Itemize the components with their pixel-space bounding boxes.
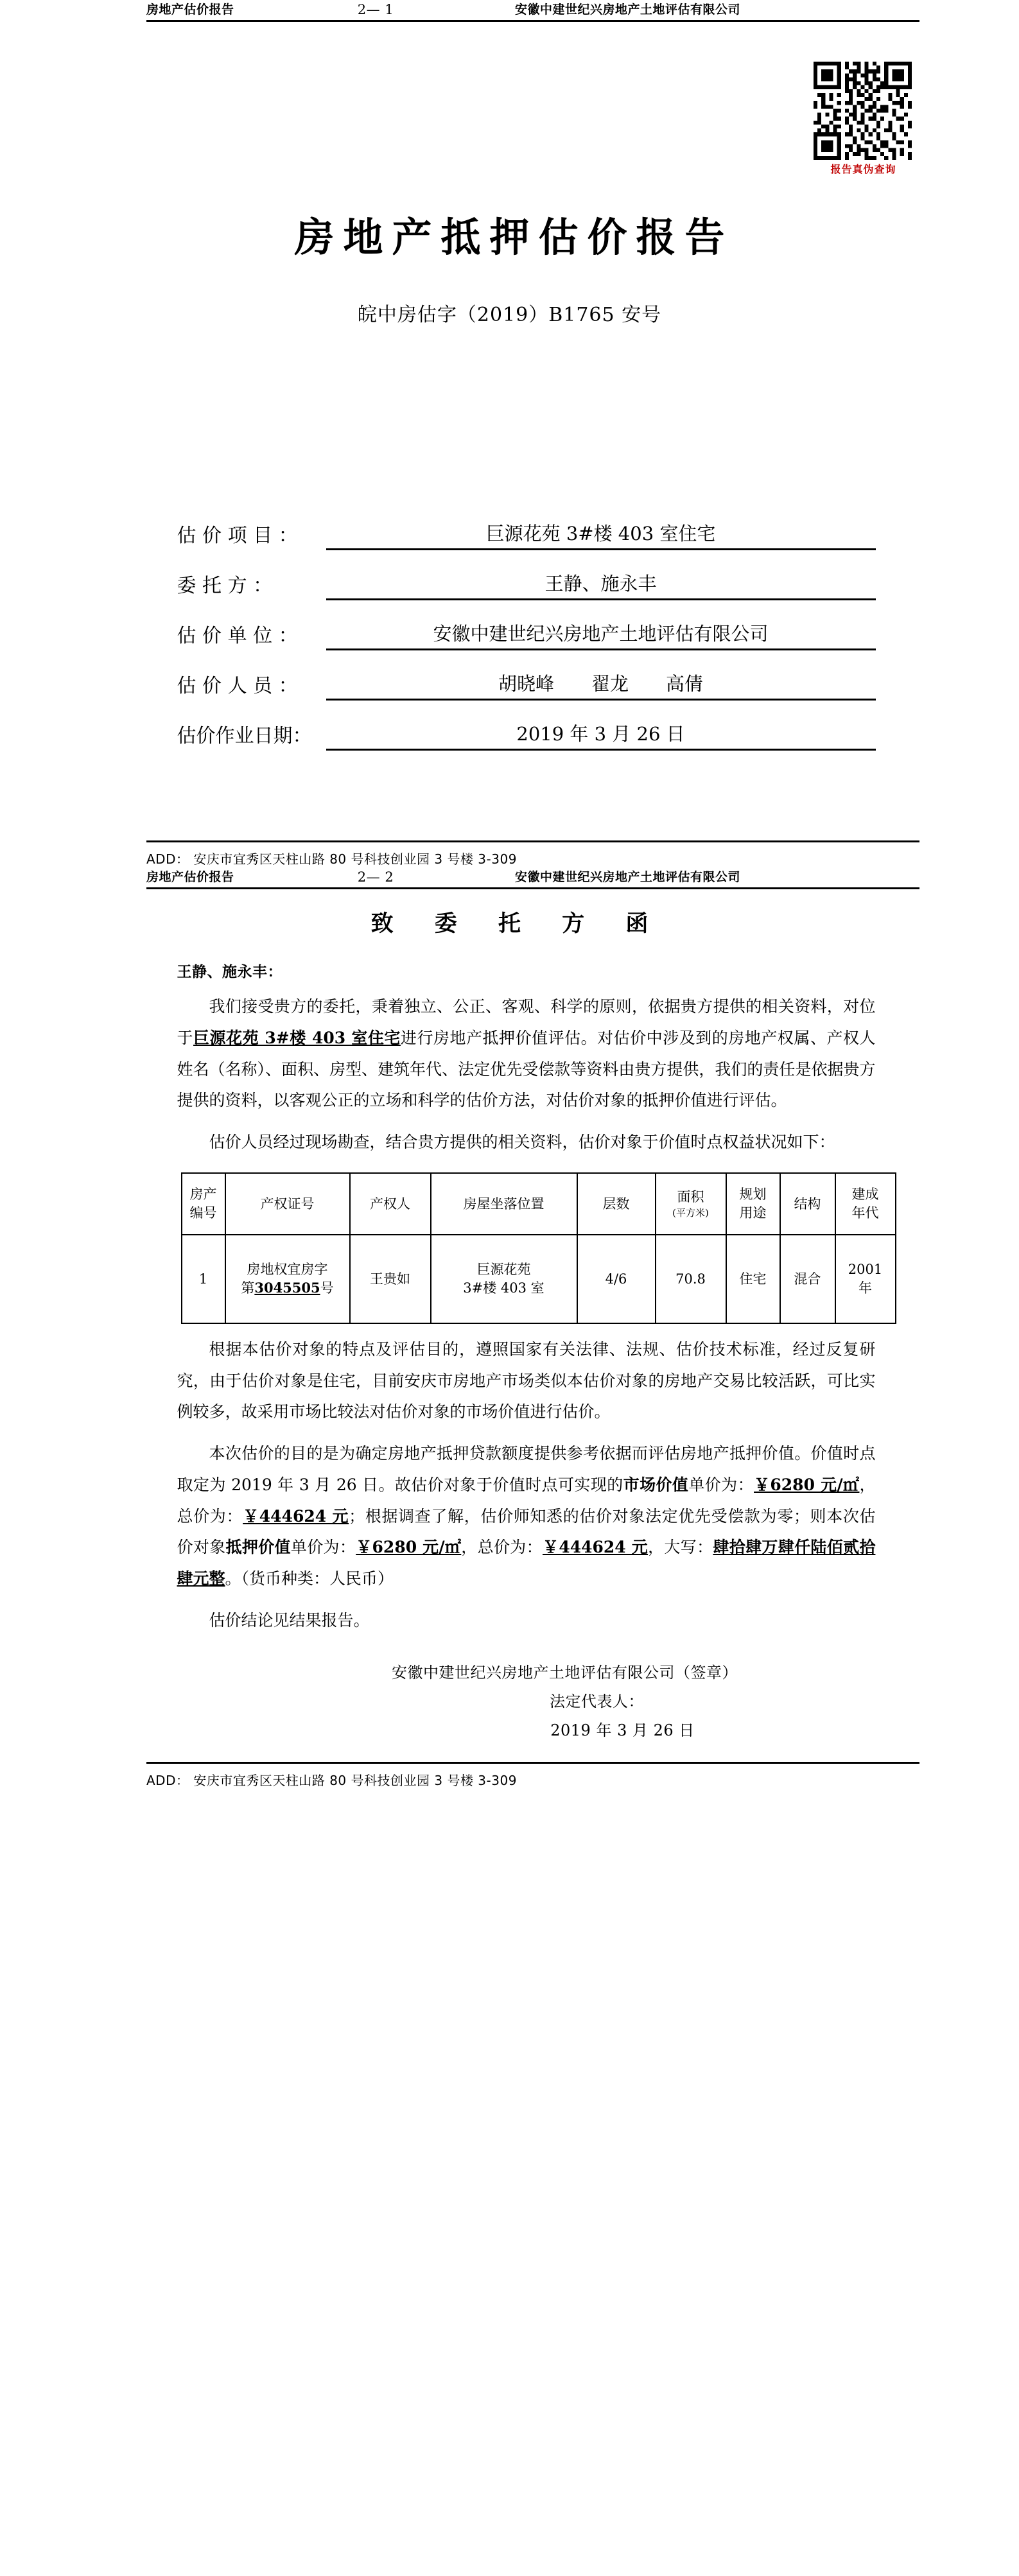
field-label-appraisal-firm: 估 价 单 位 ： <box>177 625 298 647</box>
field-label-work-date: 估价作业日期： <box>177 725 312 747</box>
property-table <box>181 1172 896 1324</box>
para4-text-a: 本次估价的目的是为确定房地产抵押贷款额度提供参考依据而评估房地产抵押价值。价值时点取定为 2019 年 3 月 26 日。故估价对象于价值时点可实现的 <box>177 1444 876 1494</box>
para4-unit-price: ￥6280 元/㎡ <box>753 1475 860 1494</box>
qr-caption: 报告真伪查询 <box>830 163 896 175</box>
table-header-cert-no: 产权证号 <box>225 1173 350 1235</box>
para4-text-b: 单价为： <box>688 1475 754 1494</box>
running-header-company-page2: 安徽中建世纪兴房地产土地评估有限公司 <box>515 870 741 884</box>
signature-legal-representative: 法定代表人： <box>550 1692 644 1710</box>
para4-text-h: 。（货币种类：人民币） <box>225 1569 394 1588</box>
field-row-project <box>177 519 876 550</box>
table-row <box>182 1235 896 1323</box>
header-line-1: 建成 <box>851 1187 879 1203</box>
letter-page <box>0 867 1019 1811</box>
location-line-1: 巨源花苑 <box>476 1262 531 1278</box>
signature-company: 安徽中建世纪兴房地产土地评估有限公司（签章） <box>392 1663 738 1682</box>
cert-prefix: 第 <box>241 1280 255 1296</box>
table-header-row <box>182 1173 896 1235</box>
field-label-appraisers: 估 价 人 员 ： <box>177 675 298 697</box>
qr-code-icon[interactable] <box>814 62 912 160</box>
page-number-page1: 2— 1 <box>357 2 394 17</box>
year-line-2: 年 <box>858 1280 872 1296</box>
letter-paragraph-5: 估价结论见结果报告。 <box>209 1610 370 1630</box>
table-header-property-no <box>182 1173 225 1235</box>
para4-total-price-2: ￥444624 元 <box>542 1538 649 1557</box>
running-header-left-label: 房地产估价报告 <box>146 3 234 17</box>
letter-paragraph-3: 根据本估价对象的特点及评估目的，遵照国家有关法律、法规、估价技术标准，经过反复研究，由于估价对象是住宅，目前安庆市房地产市场类似本估价对象的房地产交易比较活跃，可比实例较多，故采用市场比较法对估价对象的市场价值进行估价。 <box>177 1339 876 1422</box>
qr-area <box>0 62 1019 176</box>
para4-text-c: ，总价为： <box>177 1475 876 1526</box>
cert-line-1: 房地权宜房字 <box>247 1262 328 1278</box>
running-header-left-label-page2: 房地产估价报告 <box>146 870 234 884</box>
cert-number: 3045505 <box>254 1279 320 1296</box>
footer-address-page1: ADD： 安庆市宜秀区天柱山路 80 号科技创业园 3 号楼 3-309 <box>146 851 517 867</box>
cell-structure: 混合 <box>780 1235 835 1323</box>
para4-text-e: 单价为： <box>290 1538 356 1557</box>
cell-location <box>431 1235 577 1323</box>
table-header-floor: 层数 <box>577 1173 656 1235</box>
cell-cert-no <box>225 1235 350 1323</box>
table-header-area <box>656 1173 726 1235</box>
running-header-company: 安徽中建世纪兴房地产土地评估有限公司 <box>515 3 741 17</box>
cert-suffix: 号 <box>320 1280 334 1296</box>
header-line-2: 编号 <box>189 1205 217 1221</box>
cover-page <box>0 0 1019 867</box>
header-line-2: 年代 <box>851 1205 879 1221</box>
cell-floor: 4/6 <box>577 1235 656 1323</box>
field-row-client <box>177 570 876 600</box>
letter-body <box>144 960 883 1740</box>
location-line-2: 3#楼 403 室 <box>463 1280 544 1296</box>
running-header-page1 <box>0 0 1019 20</box>
signature-date: 2019 年 3 月 26 日 <box>550 1721 695 1739</box>
letter-paragraph-1 <box>177 991 876 1117</box>
running-header-page2 <box>0 867 1019 887</box>
letter-title: 致 委 托 方 函 <box>370 911 665 937</box>
table-header-planned-use <box>726 1173 780 1235</box>
cell-build-year <box>835 1235 896 1323</box>
table-header-owner: 产权人 <box>350 1173 431 1235</box>
para4-text-f: ，总价为： <box>461 1538 543 1557</box>
cover-field-list <box>144 519 876 751</box>
para1-text-a: 我们接受贵方的委托，秉着独立、公正、客观、科学的原则，依据贵方提供的相关资料，对位于 <box>177 997 876 1047</box>
field-label-project: 估 价 项 目 ： <box>177 525 298 547</box>
para4-market-value-label: 市场价值 <box>623 1475 689 1494</box>
field-value-appraisers[interactable]: 胡晓峰 翟龙 高倩 <box>326 670 876 701</box>
footer-address-page2: ADD： 安庆市宜秀区天柱山路 80 号科技创业园 3 号楼 3-309 <box>146 1772 517 1788</box>
para4-text-d: ；根据调查了解，估价师知悉的估价对象法定优先受偿款为零；则本次估价对象 <box>177 1506 876 1557</box>
signature-block <box>177 1660 876 1740</box>
table-header-structure: 结构 <box>780 1173 835 1235</box>
field-row-work-date <box>177 720 876 751</box>
header-line-1: 房产 <box>189 1187 217 1203</box>
letter-salutation: 王静、施永丰： <box>177 964 283 980</box>
field-label-client: 委 托 方 ： <box>177 575 273 597</box>
field-row-appraisers <box>177 670 876 701</box>
header-line-2: (平方米) <box>672 1206 709 1219</box>
para4-total-price: ￥444624 元 <box>243 1506 349 1526</box>
para1-text-b: 进行房地产抵押价值评估。对估价中涉及到的房地产权属、产权人姓名（名称）、面积、房型、建筑年代、法定优先受偿款等资料由贵方提供，我们的责任是依据贵方提供的资料，以客观公正的立场和科学的估价方法，对估价对象的抵押价值进行评估。 <box>177 1028 876 1110</box>
field-row-appraisal-firm <box>177 620 876 650</box>
page-number-page2: 2— 2 <box>357 869 394 885</box>
header-line-1: 规划 <box>739 1187 767 1203</box>
cell-owner: 王贵如 <box>350 1235 431 1323</box>
para4-amount-in-words: 肆拾肆万肆仟陆佰贰拾肆元整 <box>177 1538 876 1588</box>
field-value-work-date[interactable]: 2019 年 3 月 26 日 <box>326 720 876 751</box>
year-line-1: 2001 <box>848 1262 883 1278</box>
header-divider-page2 <box>146 887 919 889</box>
para4-unit-price-2: ￥6280 元/㎡ <box>356 1538 462 1557</box>
para4-text-g: ，大写： <box>648 1538 713 1557</box>
letter-paragraph-2: 估价人员经过现场勘查，结合贵方提供的相关资料，估价对象于价值时点权益状况如下： <box>209 1133 835 1151</box>
para4-mortgage-value-label: 抵押价值 <box>225 1538 291 1557</box>
header-line-2: 用途 <box>739 1205 767 1221</box>
field-value-project[interactable]: 巨源花苑 3#楼 403 室住宅 <box>326 519 876 550</box>
report-serial-number: 皖中房估字（2019）B1765 安号 <box>357 304 662 326</box>
field-value-client[interactable]: 王静、施永丰 <box>326 570 876 600</box>
header-line-1: 面积 <box>677 1189 704 1205</box>
table-header-location: 房屋坐落位置 <box>431 1173 577 1235</box>
field-value-appraisal-firm[interactable]: 安徽中建世纪兴房地产土地评估有限公司 <box>326 620 876 650</box>
page-title: 房地产抵押估价报告 <box>294 214 734 261</box>
table-header-build-year <box>835 1173 896 1235</box>
cell-planned-use: 住宅 <box>726 1235 780 1323</box>
letter-paragraph-4 <box>177 1438 876 1595</box>
para1-property-highlight: 巨源花苑 3#楼 403 室住宅 <box>193 1028 401 1047</box>
cell-area: 70.8 <box>656 1235 726 1323</box>
cell-property-no: 1 <box>182 1235 225 1323</box>
